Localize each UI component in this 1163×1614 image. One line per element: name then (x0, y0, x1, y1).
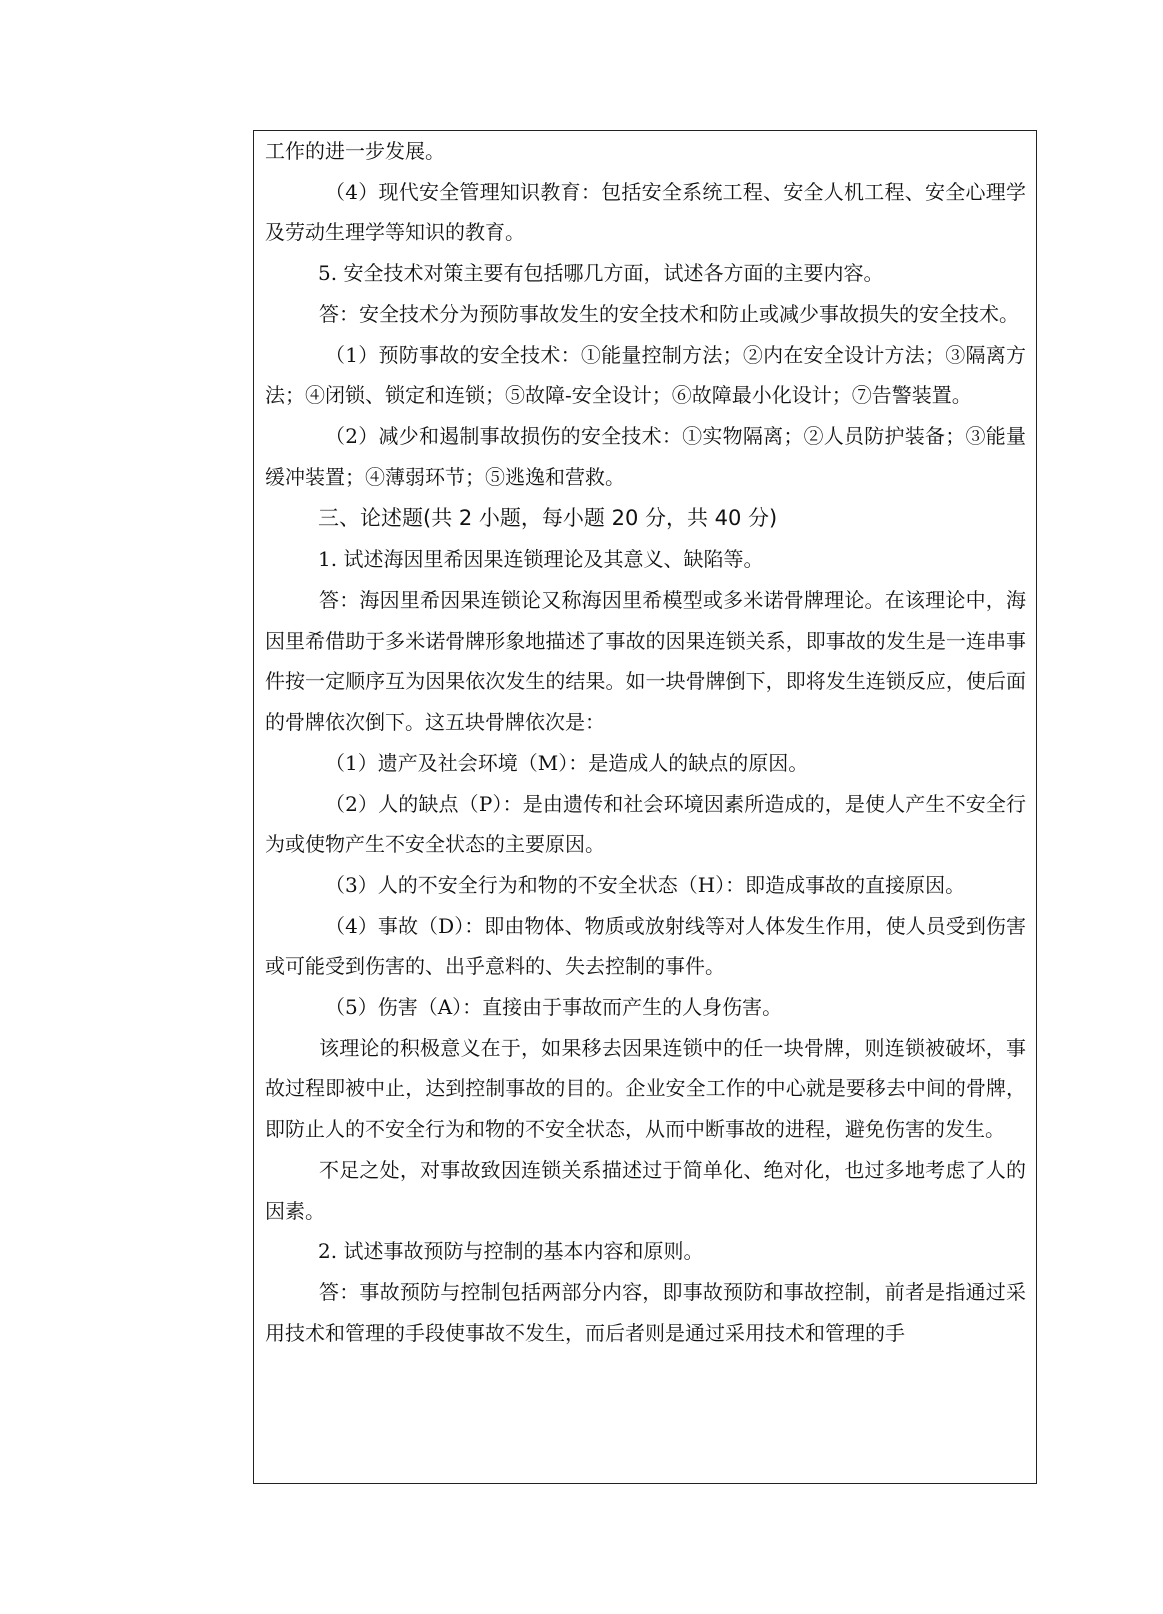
document-page (253, 130, 1037, 1484)
answer-1: 答：海因里希因果连锁论又称海因里希模型或多米诺骨牌理论。在该理论中，海因里希借助于多米诺骨牌形象地描述了事故的因果连锁关系，即事故的发生是一连串事件按一定顺序互为因果依次发生的结果。如一块骨牌倒下，即将发生连锁反应，使后面的骨牌依次倒下。这五块骨牌依次是： (265, 588, 1026, 735)
answer-1-shortcoming: 不足之处，对事故致因连锁关系描述过于简单化、绝对化，也过多地考虑了人的因素。 (265, 1157, 1026, 1223)
section-heading: 三、论述题(共 2 小题，每小题 20 分，共 40 分) (318, 506, 778, 531)
answer-1-item-1: （1）遗产及社会环境（M）：是造成人的缺点的原因。 (325, 750, 809, 775)
answer-1-item-4: （4）事故（D）：即由物体、物质或放射线等对人体发生作用，使人员受到伤害或可能受到伤害的、出乎意料的、失去控制的事件。 (265, 913, 1026, 979)
answer-5-item-1: （1）预防事故的安全技术：①能量控制方法；②内在安全设计方法；③隔离方法；④闭锁、锁定和连锁；⑤故障-安全设计；⑥故障最小化设计；⑦告警装置。 (265, 342, 1026, 408)
answer-1-item-5: （5）伤害（A）：直接由于事故而产生的人身伤害。 (325, 995, 783, 1020)
answer-1-significance: 该理论的积极意义在于，如果移去因果连锁中的任一块骨牌，则连锁被破坏，事故过程即被中止，达到控制事故的目的。企业安全工作的中心就是要移去中间的骨牌，即防止人的不安全行为和物的不安全状态，从而中断事故的进程，避免伤害的发生。 (265, 1035, 1026, 1142)
answer-1-item-2: （2）人的缺点（P）：是由遗传和社会环境因素所造成的，是使人产生不安全行为或使物产生不安全状态的主要原因。 (265, 791, 1026, 857)
answer-5-item-2: （2）减少和遏制事故损伤的安全技术：①实物隔离；②人员防护装备；③能量缓冲装置；④薄弱环节；⑤逃逸和营救。 (265, 423, 1026, 489)
question-1: 1. 试述海因里希因果连锁理论及其意义、缺陷等。 (318, 547, 764, 572)
paragraph-continuation: 工作的进一步发展。 (265, 139, 445, 163)
answer-5: 答：安全技术分为预防事故发生的安全技术和防止或减少事故损失的安全技术。 (319, 301, 1019, 326)
paragraph-item-4: （4）现代安全管理知识教育：包括安全系统工程、安全人机工程、安全心理学及劳动生理学等知识的教育。 (265, 179, 1026, 245)
question-5: 5. 安全技术对策主要有包括哪几方面，试述各方面的主要内容。 (318, 261, 884, 286)
answer-1-item-3: （3）人的不安全行为和物的不安全状态（H）：即造成事故的直接原因。 (325, 872, 966, 897)
question-2: 2. 试述事故预防与控制的基本内容和原则。 (318, 1239, 704, 1264)
answer-2: 答：事故预防与控制包括两部分内容，即事故预防和事故控制，前者是指通过采用技术和管理的手段使事故不发生，而后者则是通过采用技术和管理的手 (265, 1279, 1026, 1345)
